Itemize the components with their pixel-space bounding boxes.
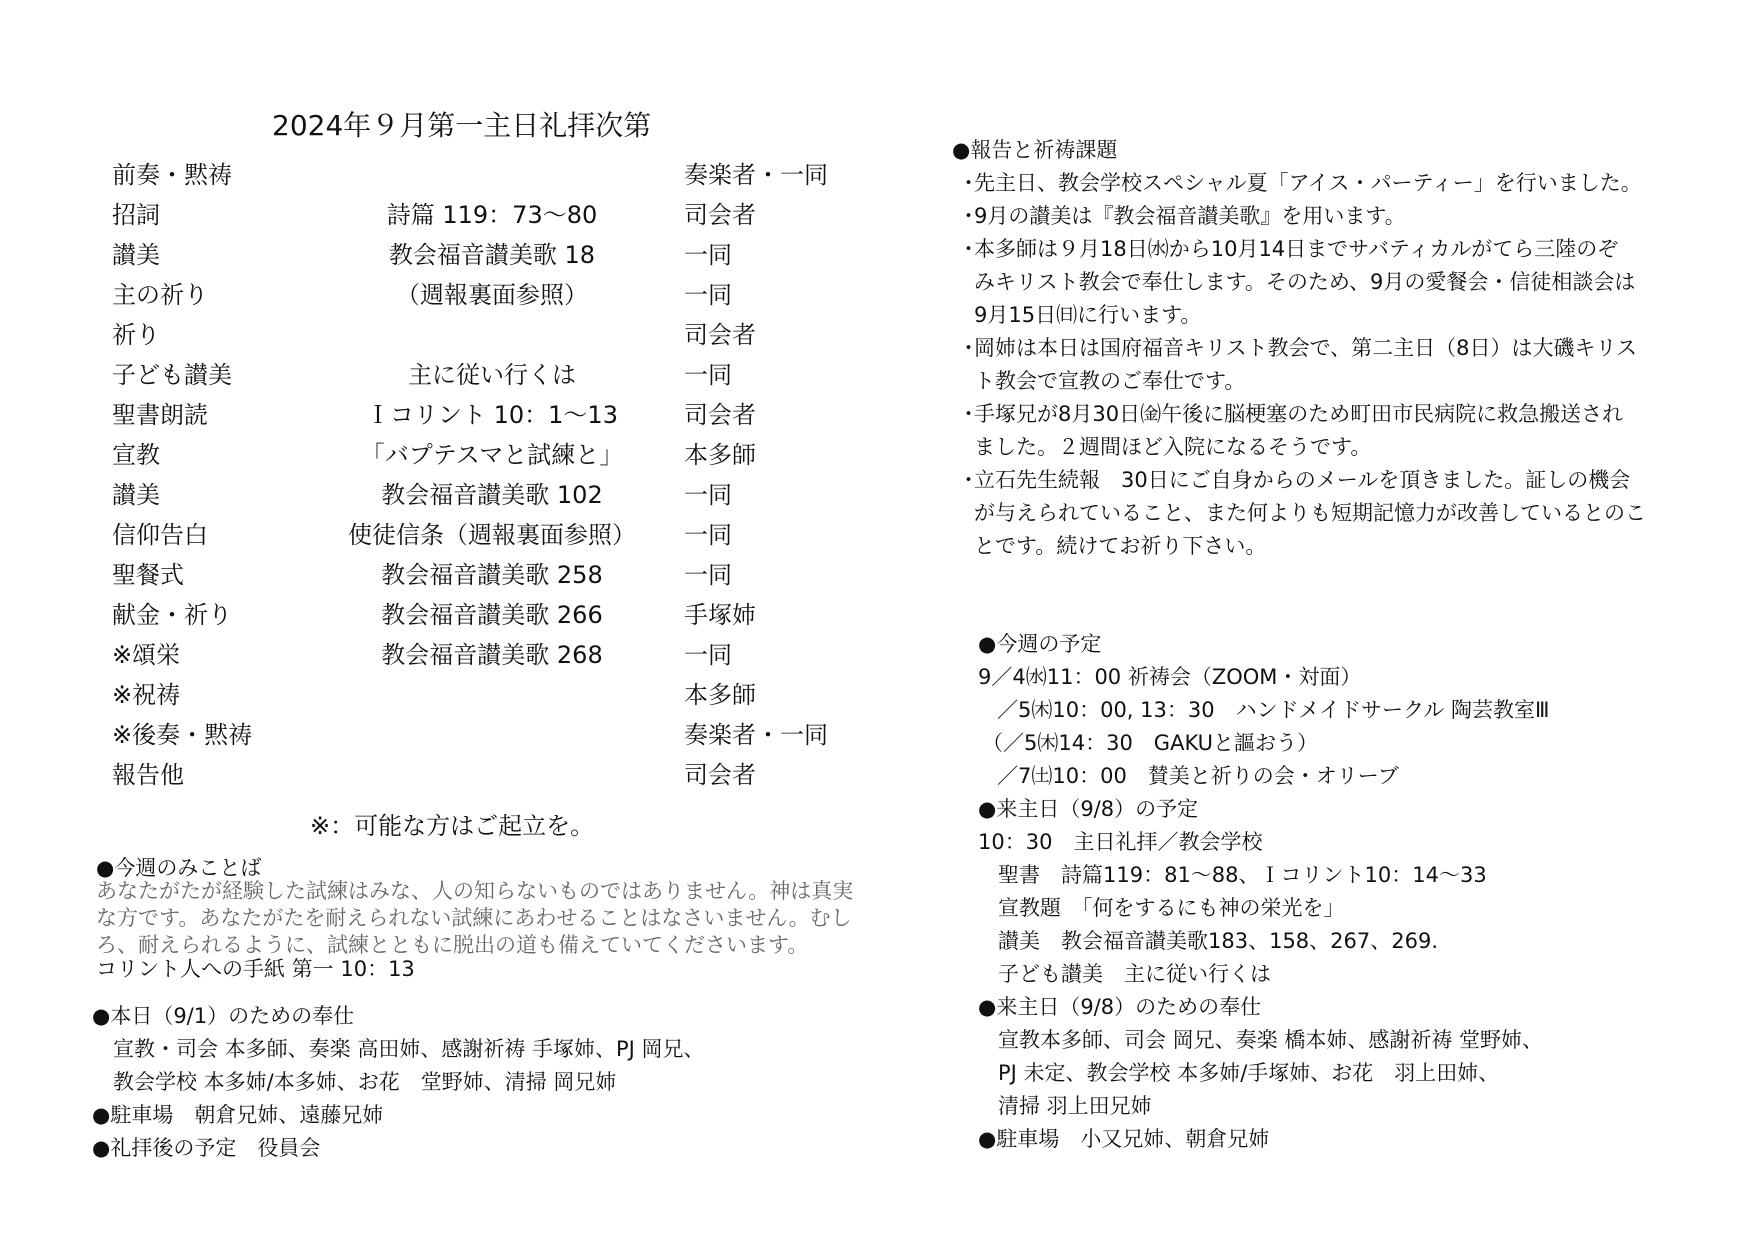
next-item: 宣教題 「何をするにも神の栄光を」 <box>998 896 1345 920</box>
next-parking: ●駐車場 小又兄姉、朝倉兄姉 <box>978 1127 1270 1151</box>
order-item: 祈り <box>112 321 160 349</box>
order-item: ※後奏・黙祷 <box>112 721 253 749</box>
order-item: 聖餐式 <box>112 561 184 589</box>
bullet-icon: ・ <box>958 171 979 195</box>
order-content: 「バプテスマと試練と」 <box>360 441 624 469</box>
order-person: 一同 <box>684 641 732 669</box>
report-line: 岡姉は本日は国府福音キリスト教会で、第二主日（8日）は大磯キリス <box>974 336 1638 360</box>
today-service-heading: ●本日（9/1）のための奉仕 <box>92 1004 355 1028</box>
bullet-icon: ・ <box>958 237 979 261</box>
order-item: 報告他 <box>112 761 184 789</box>
report-line: ました。２週間ほど入院になるそうです。 <box>974 435 1372 459</box>
order-row <box>112 235 852 275</box>
order-item: 招詞 <box>112 201 160 229</box>
today-parking: ●駐車場 朝倉兄姉、遠藤兄姉 <box>92 1103 384 1127</box>
order-row <box>112 355 852 395</box>
order-person: 一同 <box>684 481 732 509</box>
report-line: 立石先生続報 30日にご自身からのメールを頂きました。証しの機会 <box>974 468 1631 492</box>
next-service-line: 宣教本多師、司会 岡兄、奏楽 橋本姉、感謝祈祷 堂野姉、 <box>998 1028 1544 1052</box>
order-row <box>112 515 852 555</box>
order-row <box>112 395 852 435</box>
next-service-heading: ●来主日（9/8）のための奉仕 <box>978 995 1262 1019</box>
verse-line: あなたがたが経験した試練はみな、人の知らないものではありません。神は真実 <box>96 879 854 903</box>
report-line: 9月15日㈰に行います。 <box>974 303 1202 327</box>
order-row <box>112 675 852 715</box>
report-line: 本多師は９月18日㈬から10月14日までサバティカルがてら三陸のぞ <box>974 237 1619 261</box>
verse-line: ろ、耐えられるように、試練とともに脱出の道も備えていてくださいます。 <box>96 933 809 957</box>
order-row <box>112 635 852 675</box>
verse-line: な方です。あなたがたを耐えられない試練にあわせることはなさいません。むし <box>96 906 852 930</box>
order-person: 本多師 <box>684 681 756 709</box>
week-item: 9／4㈬11：00 祈祷会（ZOOM・対面） <box>978 665 1362 689</box>
order-person: 奏楽者・一同 <box>684 721 828 749</box>
order-content: Ｉコリント 10：1〜13 <box>366 401 618 429</box>
order-item: 前奏・黙祷 <box>112 161 232 189</box>
report-line: 先主日、教会学校スペシャル夏「アイス・パーティー」を行いました。 <box>974 171 1642 195</box>
order-row <box>112 715 852 755</box>
order-row <box>112 195 852 235</box>
order-content: 主に従い行くは <box>408 361 576 389</box>
today-service-line: 宣教・司会 本多師、奏楽 高田姉、感謝祈祷 手塚姉、PJ 岡兄、 <box>113 1037 705 1061</box>
next-item: 聖書 詩篇119：81〜88、Ｉコリント10：14〜33 <box>998 863 1487 887</box>
order-row <box>112 555 852 595</box>
order-person: 一同 <box>684 521 732 549</box>
order-person: 手塚姉 <box>684 601 756 629</box>
report-line: 9月の讃美は『教会福音讃美歌』を用います。 <box>974 204 1406 228</box>
report-line: 手塚兄が8月30日㈮午後に脳梗塞のため町田市民病院に救急搬送され <box>974 402 1624 426</box>
order-row <box>112 315 852 355</box>
order-person: 司会者 <box>684 761 756 789</box>
page-title: 2024年９月第一主日礼拝次第 <box>272 109 652 142</box>
standing-note: ※：可能な方はご起立を。 <box>310 812 595 840</box>
order-person: 一同 <box>684 241 732 269</box>
order-content: 使徒信条（週報裏面参照） <box>348 521 636 549</box>
order-content: （週報裏面参照） <box>396 281 588 309</box>
after-service-schedule: ●礼拝後の予定 役員会 <box>92 1136 321 1160</box>
order-item: 宣教 <box>112 441 160 469</box>
week-heading: ●今週の予定 <box>978 632 1102 656</box>
next-heading: ●来主日（9/8）の予定 <box>978 797 1199 821</box>
bullet-icon: ・ <box>958 468 979 492</box>
order-person: 本多師 <box>684 441 756 469</box>
next-item: 子ども讃美 主に従い行くは <box>998 962 1271 986</box>
week-item: （／5㈭14：30 GAKUと謳おう） <box>982 731 1319 755</box>
bullet-icon: ・ <box>958 402 979 426</box>
order-item: ※頌栄 <box>112 641 181 669</box>
order-row <box>112 435 852 475</box>
next-time: 10：30 主日礼拝／教会学校 <box>978 830 1263 854</box>
word-heading: ●今週のみことば <box>96 856 262 880</box>
verse-source: コリント人への手紙 第一 10：13 <box>96 957 415 981</box>
order-content: 教会福音讃美歌 18 <box>388 241 596 269</box>
order-person: 一同 <box>684 561 732 589</box>
order-row <box>112 275 852 315</box>
order-row <box>112 595 852 635</box>
order-item: 子ども讃美 <box>112 361 232 389</box>
order-item: 聖書朗読 <box>112 401 208 429</box>
next-service-line: PJ 未定、教会学校 本多姉/手塚姉、お花 羽上田姉、 <box>998 1061 1500 1085</box>
verse-text <box>96 878 853 959</box>
report-line: ト教会で宣教のご奉仕です。 <box>974 369 1246 393</box>
bullet-icon: ・ <box>958 204 979 228</box>
report-line: とです。続けてお祈り下さい。 <box>974 534 1267 558</box>
order-row <box>112 755 852 795</box>
order-person: 司会者 <box>684 321 756 349</box>
order-person: 一同 <box>684 361 732 389</box>
order-person: 奏楽者・一同 <box>684 161 828 189</box>
next-service-line: 清掃 羽上田兄姉 <box>998 1094 1152 1118</box>
order-person: 司会者 <box>684 201 756 229</box>
report-line: みキリスト教会で奉仕します。そのため、9月の愛餐会・信徒相談会は <box>974 270 1636 294</box>
order-item: 献金・祈り <box>112 601 232 629</box>
order-content: 教会福音讃美歌 268 <box>381 641 603 669</box>
order-item: 讃美 <box>112 481 160 509</box>
week-item: ／5㈭10：00, 13：30 ハンドメイドサークル 陶芸教室Ⅲ <box>997 698 1550 722</box>
order-row <box>112 475 852 515</box>
order-content: 教会福音讃美歌 258 <box>381 561 603 589</box>
today-service-line: 教会学校 本多姉/本多姉、お花 堂野姉、清掃 岡兄姉 <box>113 1070 617 1094</box>
order-person: 司会者 <box>684 401 756 429</box>
bullet-icon: ・ <box>958 336 979 360</box>
order-row <box>112 155 852 195</box>
order-item: 讃美 <box>112 241 160 269</box>
week-item: ／7㈯10：00 賛美と祈りの会・オリーブ <box>997 764 1399 788</box>
order-item: 信仰告白 <box>112 521 208 549</box>
reports-heading: ●報告と祈祷課題 <box>952 138 1118 162</box>
order-content: 教会福音讃美歌 102 <box>381 481 603 509</box>
report-line: が与えられていること、また何よりも短期記憶力が改善しているとのこ <box>974 501 1646 525</box>
next-item: 讃美 教会福音讃美歌183、158、267、269. <box>998 929 1439 953</box>
order-content: 詩篇 119：73〜80 <box>386 201 598 229</box>
order-item: ※祝祷 <box>112 681 181 709</box>
order-content: 教会福音讃美歌 266 <box>381 601 603 629</box>
order-item: 主の祈り <box>112 281 208 309</box>
order-person: 一同 <box>684 281 732 309</box>
